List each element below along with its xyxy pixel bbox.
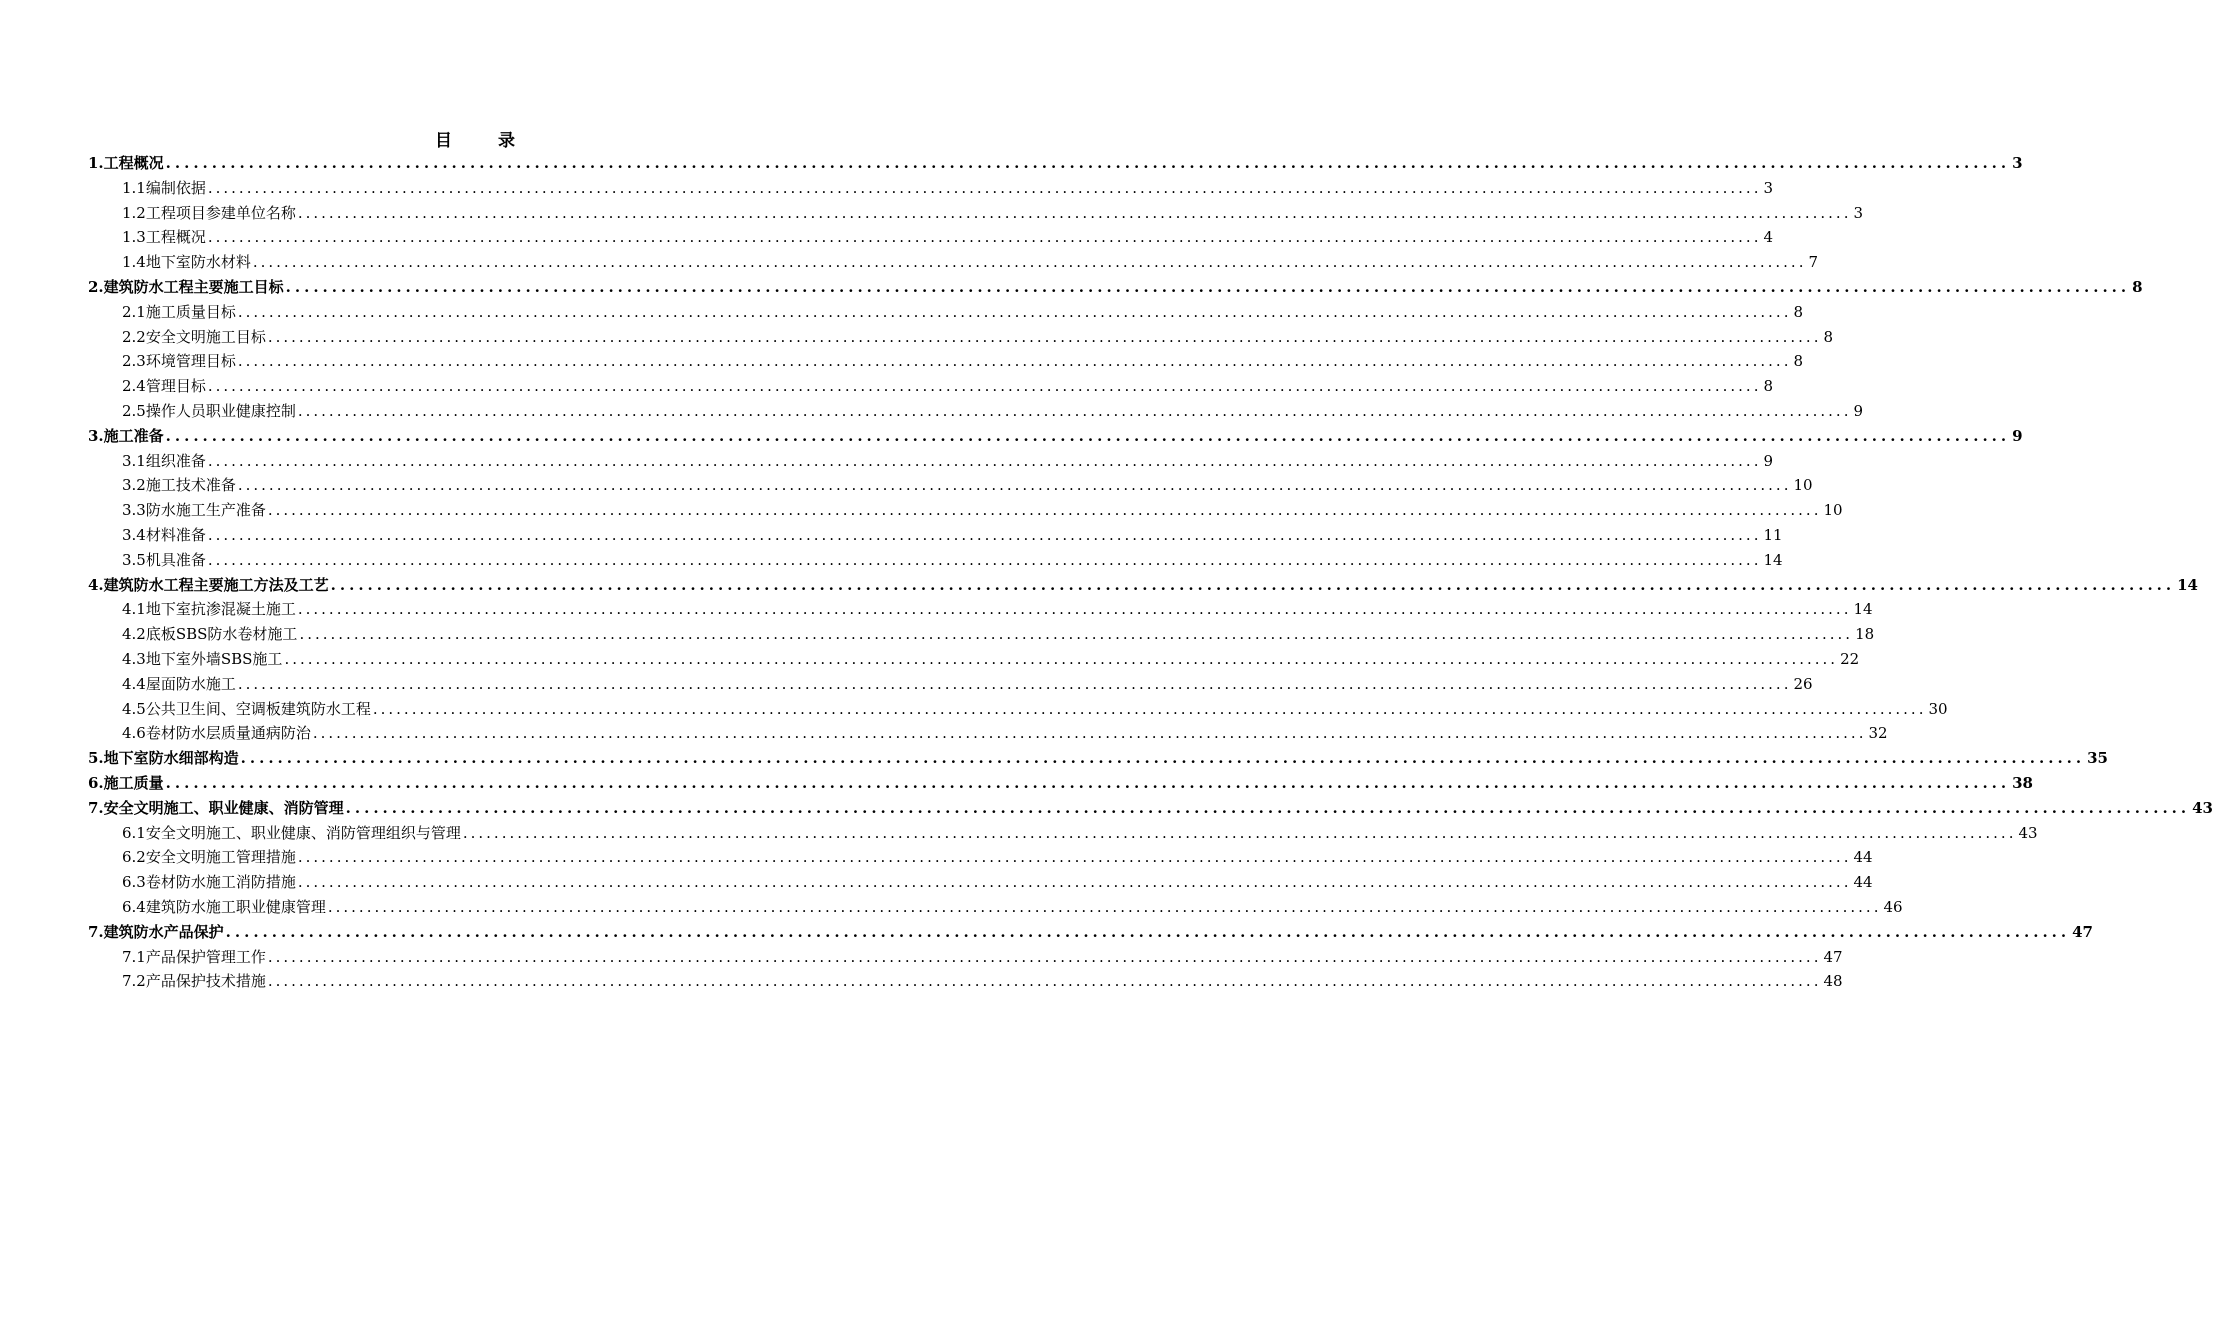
toc-entry-label: 4.5公共卫生间、空调板建筑防水工程 bbox=[122, 699, 371, 718]
toc-entry-section[interactable] bbox=[88, 870, 1873, 895]
toc-entry-label: 2.3环境管理目标 bbox=[122, 352, 236, 371]
toc-dot-leader: ........................................................................................................................................................................................................ bbox=[237, 302, 1792, 321]
toc-entry-section[interactable] bbox=[88, 473, 1813, 498]
toc-dot-leader: ........................................................................................................................................................................................................ bbox=[237, 352, 1792, 371]
toc-entry-label: 1.3工程概况 bbox=[122, 228, 206, 247]
toc-entry-section[interactable] bbox=[88, 895, 1903, 920]
toc-entry-page-number: 43 bbox=[2192, 798, 2213, 817]
toc-entry-section[interactable] bbox=[88, 548, 1783, 573]
toc-entry-label: 2.建筑防水工程主要施工目标 bbox=[88, 277, 284, 296]
toc-entry-section[interactable] bbox=[88, 449, 1774, 474]
toc-entry-page-number: 14 bbox=[1763, 550, 1783, 569]
toc-entry-page-number: 7 bbox=[1808, 253, 1819, 272]
toc-entry-chapter[interactable] bbox=[88, 771, 2033, 796]
toc-dot-leader: ........................................................................................................................................................................................................ bbox=[267, 327, 1822, 346]
toc-entry-label: 6.2安全文明施工管理措施 bbox=[122, 848, 296, 867]
toc-dot-leader: ........................................................................................................................................................................................................ bbox=[312, 724, 1867, 743]
toc-dot-leader: ........................................................................................................................................................................................................ bbox=[345, 798, 2191, 817]
toc-dot-leader: ........................................................................................................................................................................................................ bbox=[207, 377, 1762, 396]
toc-entry-page-number: 32 bbox=[1868, 724, 1888, 743]
toc-entry-page-number: 35 bbox=[2087, 749, 2108, 768]
toc-entry-chapter[interactable] bbox=[88, 573, 2198, 598]
toc-entry-label: 7.2产品保护技术措施 bbox=[122, 972, 266, 991]
toc-entry-page-number: 8 bbox=[1793, 302, 1804, 321]
toc-entry-page-number: 30 bbox=[1928, 699, 1948, 718]
toc-entry-label: 2.2安全文明施工目标 bbox=[122, 327, 266, 346]
toc-entry-chapter[interactable] bbox=[88, 151, 2023, 176]
toc-dot-leader: ........................................................................................................................................................................................................ bbox=[297, 401, 1852, 420]
toc-entry-page-number: 47 bbox=[1823, 947, 1843, 966]
toc-dot-leader: ........................................................................................................................................................................................................ bbox=[299, 625, 1854, 644]
toc-entry-section[interactable] bbox=[88, 969, 1843, 994]
toc-entry-page-number: 3 bbox=[1763, 178, 1774, 197]
toc-entry-page-number: 26 bbox=[1793, 674, 1813, 693]
toc-entry-chapter[interactable] bbox=[88, 920, 2093, 945]
toc-entry-label: 2.1施工质量目标 bbox=[122, 302, 236, 321]
toc-entry-section[interactable] bbox=[88, 821, 2038, 846]
toc-dot-leader: ........................................................................................................................................................................................................ bbox=[327, 897, 1882, 916]
toc-entry-section[interactable] bbox=[88, 697, 1948, 722]
toc-entry-page-number: 14 bbox=[2177, 575, 2198, 594]
toc-entry-page-number: 9 bbox=[1763, 451, 1774, 470]
toc-entry-page-number: 48 bbox=[1823, 972, 1843, 991]
toc-dot-leader: ........................................................................................................................................................................................................ bbox=[330, 575, 2176, 594]
toc-dot-leader: ........................................................................................................................................................................................................ bbox=[297, 203, 1852, 222]
toc-dot-leader: ........................................................................................................................................................................................................ bbox=[207, 451, 1762, 470]
toc-dot-leader: ........................................................................................................................................................................................................ bbox=[297, 873, 1852, 892]
toc-entry-chapter[interactable] bbox=[88, 746, 2108, 771]
toc-dot-leader: ........................................................................................................................................................................................................ bbox=[267, 972, 1822, 991]
toc-dot-leader: ........................................................................................................................................................................................................ bbox=[285, 277, 2131, 296]
toc-entry-page-number: 3 bbox=[2012, 154, 2023, 172]
toc-entry-section[interactable] bbox=[88, 622, 1875, 647]
toc-entry-label: 1.2工程项目参建单位名称 bbox=[122, 203, 296, 222]
toc-title: 目 录 bbox=[435, 131, 535, 151]
toc-entry-section[interactable] bbox=[88, 721, 1888, 746]
toc-entry-page-number: 18 bbox=[1855, 625, 1875, 644]
toc-entry-label: 1.工程概况 bbox=[88, 154, 164, 172]
toc-entry-page-number: 8 bbox=[1823, 327, 1834, 346]
toc-entry-page-number: 8 bbox=[1793, 352, 1804, 371]
toc-entry-section[interactable] bbox=[88, 250, 1819, 275]
toc-dot-leader: ........................................................................................................................................................................................................ bbox=[165, 154, 2011, 172]
toc-entry-label: 3.1组织准备 bbox=[122, 451, 206, 470]
toc-dot-leader: ........................................................................................................................................................................................................ bbox=[165, 426, 2011, 445]
toc-dot-leader: ........................................................................................................................................................................................................ bbox=[267, 501, 1822, 520]
toc-entry-label: 2.5操作人员职业健康控制 bbox=[122, 401, 296, 420]
toc-entry-page-number: 43 bbox=[2018, 823, 2038, 842]
toc-dot-leader: ........................................................................................................................................................................................................ bbox=[372, 699, 1927, 718]
toc-entry-page-number: 47 bbox=[2072, 922, 2093, 941]
toc-dot-leader: ........................................................................................................................................................................................................ bbox=[207, 228, 1762, 247]
toc-entry-page-number: 10 bbox=[1823, 501, 1843, 520]
toc-entry-section[interactable] bbox=[88, 672, 1813, 697]
toc-entry-section[interactable] bbox=[88, 201, 1864, 226]
toc-entry-label: 4.建筑防水工程主要施工方法及工艺 bbox=[88, 575, 329, 594]
toc-dot-leader: ........................................................................................................................................................................................................ bbox=[237, 476, 1792, 495]
toc-dot-leader: ........................................................................................................................................................................................................ bbox=[297, 600, 1852, 619]
toc-entry-chapter[interactable] bbox=[88, 796, 2213, 821]
toc-entry-page-number: 9 bbox=[2012, 426, 2023, 445]
toc-entry-label: 3.4材料准备 bbox=[122, 525, 206, 544]
toc-dot-leader: ........................................................................................................................................................................................................ bbox=[297, 848, 1852, 867]
toc-dot-leader: ........................................................................................................................................................................................................ bbox=[252, 253, 1807, 272]
toc-entry-section[interactable] bbox=[88, 374, 1774, 399]
toc-entry-label: 3.2施工技术准备 bbox=[122, 476, 236, 495]
toc-entry-label: 3.3防水施工生产准备 bbox=[122, 501, 266, 520]
toc-entry-page-number: 10 bbox=[1793, 476, 1813, 495]
toc-dot-leader: ........................................................................................................................................................................................................ bbox=[207, 178, 1762, 197]
toc-entry-section[interactable] bbox=[88, 300, 1804, 325]
toc-entry-label: 7.1产品保护管理工作 bbox=[122, 947, 266, 966]
toc-entry-page-number: 3 bbox=[1853, 203, 1864, 222]
toc-entry-label: 6.3卷材防水施工消防措施 bbox=[122, 873, 296, 892]
toc-entry-section[interactable] bbox=[88, 647, 1860, 672]
toc-dot-leader: ........................................................................................................................................................................................................ bbox=[267, 947, 1822, 966]
toc-entry-page-number: 4 bbox=[1763, 228, 1774, 247]
toc-entry-label: 6.4建筑防水施工职业健康管理 bbox=[122, 897, 326, 916]
toc-entry-page-number: 44 bbox=[1853, 848, 1873, 867]
toc-entry-page-number: 38 bbox=[2012, 773, 2033, 792]
toc-entry-section[interactable] bbox=[88, 597, 1873, 622]
toc-dot-leader: ........................................................................................................................................................................................................ bbox=[207, 550, 1762, 569]
toc-entry-section[interactable] bbox=[88, 399, 1864, 424]
toc-entry-label: 1.1编制依据 bbox=[122, 178, 206, 197]
toc-entry-label: 6.施工质量 bbox=[88, 773, 164, 792]
toc-entry-page-number: 14 bbox=[1853, 600, 1873, 619]
toc-entry-page-number: 46 bbox=[1883, 897, 1903, 916]
toc-list bbox=[88, 151, 2213, 994]
toc-entry-label: 4.2底板SBS防水卷材施工 bbox=[122, 625, 298, 644]
toc-entry-section[interactable] bbox=[88, 845, 1873, 870]
toc-entry-section[interactable] bbox=[88, 225, 1774, 250]
toc-entry-page-number: 8 bbox=[1763, 377, 1774, 396]
toc-entry-section[interactable] bbox=[88, 349, 1804, 374]
toc-entry-page-number: 11 bbox=[1763, 525, 1783, 544]
toc-entry-label: 6.1安全文明施工、职业健康、消防管理组织与管理 bbox=[122, 823, 461, 842]
toc-entry-page-number: 9 bbox=[1853, 401, 1864, 420]
toc-dot-leader: ........................................................................................................................................................................................................ bbox=[240, 749, 2086, 768]
toc-entry-section[interactable] bbox=[88, 325, 1834, 350]
toc-entry-label: 4.6卷材防水层质量通病防治 bbox=[122, 724, 311, 743]
toc-dot-leader: ........................................................................................................................................................................................................ bbox=[207, 525, 1762, 544]
toc-entry-page-number: 22 bbox=[1840, 649, 1860, 668]
toc-entry-chapter[interactable] bbox=[88, 424, 2023, 449]
toc-dot-leader: ........................................................................................................................................................................................................ bbox=[165, 773, 2011, 792]
toc-entry-label: 4.4屋面防水施工 bbox=[122, 674, 236, 693]
toc-entry-page-number: 8 bbox=[2132, 277, 2143, 296]
toc-entry-label: 4.1地下室抗渗混凝土施工 bbox=[122, 600, 296, 619]
toc-entry-label: 1.4地下室防水材料 bbox=[122, 253, 251, 272]
toc-entry-label: 7.安全文明施工、职业健康、消防管理 bbox=[88, 798, 344, 817]
toc-entry-page-number: 44 bbox=[1853, 873, 1873, 892]
toc-entry-section[interactable] bbox=[88, 945, 1843, 970]
toc-entry-section[interactable] bbox=[88, 498, 1843, 523]
toc-entry-chapter[interactable] bbox=[88, 275, 2143, 300]
toc-entry-label: 5.地下室防水细部构造 bbox=[88, 749, 239, 768]
toc-dot-leader: ........................................................................................................................................................................................................ bbox=[462, 823, 2017, 842]
toc-entry-section[interactable] bbox=[88, 176, 1774, 201]
toc-entry-label: 3.5机具准备 bbox=[122, 550, 206, 569]
toc-entry-label: 3.施工准备 bbox=[88, 426, 164, 445]
toc-entry-section[interactable] bbox=[88, 523, 1783, 548]
toc-dot-leader: ........................................................................................................................................................................................................ bbox=[225, 922, 2071, 941]
toc-dot-leader: ........................................................................................................................................................................................................ bbox=[237, 674, 1792, 693]
toc-entry-label: 2.4管理目标 bbox=[122, 377, 206, 396]
toc-dot-leader: ........................................................................................................................................................................................................ bbox=[284, 649, 1839, 668]
toc-entry-label: 7.建筑防水产品保护 bbox=[88, 922, 224, 941]
toc-entry-label: 4.3地下室外墙SBS施工 bbox=[122, 649, 283, 668]
